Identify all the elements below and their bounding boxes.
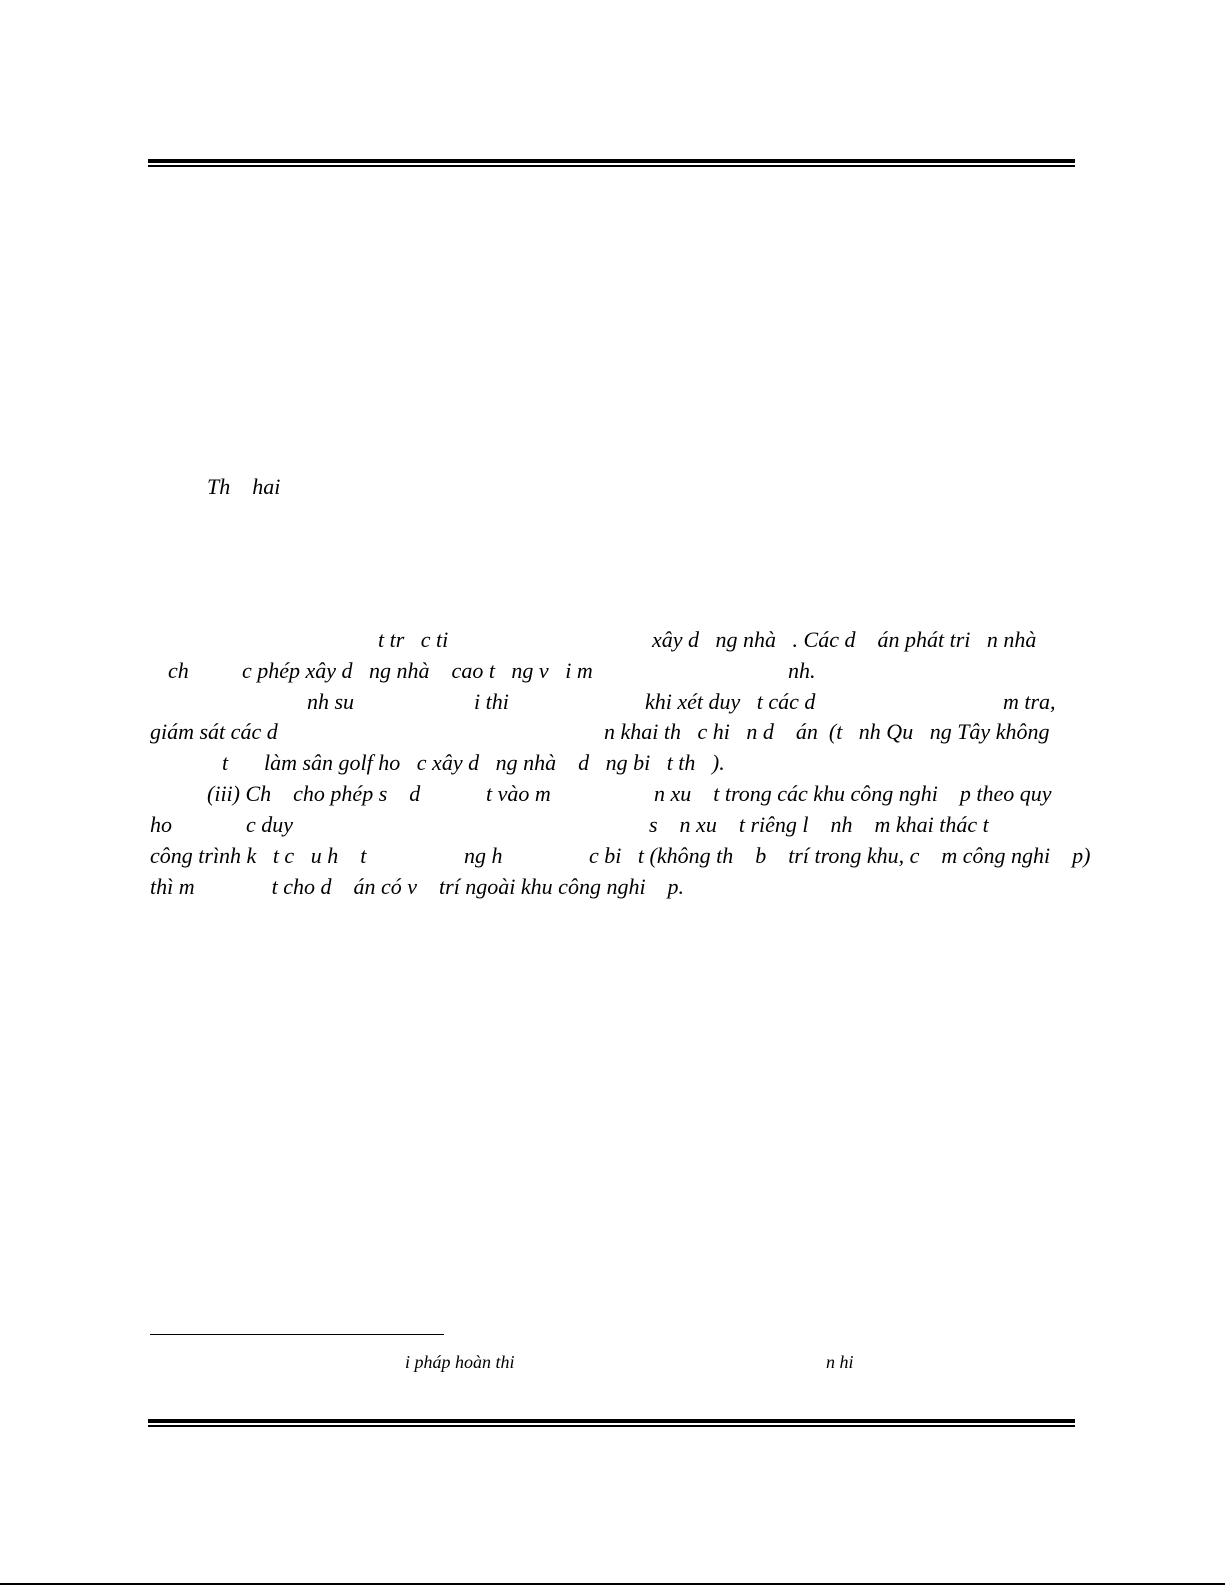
text-fragment: ho — [150, 812, 172, 837]
text-fragment: t vào m — [486, 781, 551, 806]
header-rule — [148, 159, 1075, 167]
text-fragment: m tra, — [1003, 689, 1056, 714]
text-fragment: c phép xây d ng nhà cao t ng v i m — [242, 658, 593, 683]
text-fragment: khi xét duy t các d — [645, 689, 816, 714]
footer-rule — [148, 1419, 1075, 1427]
text-fragment: s n xu t riêng l nh m khai thác t — [649, 812, 989, 837]
text-fragment: t — [222, 750, 229, 775]
text-fragment: c duy — [246, 812, 294, 837]
footnote-separator — [150, 1334, 444, 1335]
text-fragment: n khai th c hi n d án (t nh Qu ng Tây không — [604, 719, 1050, 744]
text-fragment: c bi t (không th b trí trong khu, c m công nghi p) — [589, 843, 1091, 868]
section-heading-fragment: Th hai — [207, 474, 281, 499]
text-fragment: (iii) Ch cho phép s d — [207, 781, 421, 806]
text-fragment: giám sát các d — [150, 719, 278, 744]
text-fragment: i thi — [474, 689, 509, 714]
text-fragment: xây d ng nhà . Các d án phát tri n nhà — [652, 627, 1037, 652]
text-fragment: làm sân golf ho c xây d ng nhà d ng bi t th ). — [264, 750, 725, 775]
text-fragment: công trình k t c u h t — [150, 843, 367, 868]
text-fragment: t tr c ti — [378, 627, 449, 652]
text-fragment: n xu t trong các khu công nghi p theo quy — [654, 781, 1052, 806]
text-fragment: ng h — [464, 843, 503, 868]
text-fragment: thì m t cho d án có v trí ngoài khu công nghi p. — [150, 874, 685, 899]
text-fragment: nh su — [307, 689, 355, 714]
footnote-text: i pháp hoàn thi — [405, 1352, 515, 1372]
text-fragment: ch — [168, 658, 189, 683]
text-fragment: nh. — [788, 658, 816, 683]
footnote-text: n hi — [826, 1352, 854, 1372]
